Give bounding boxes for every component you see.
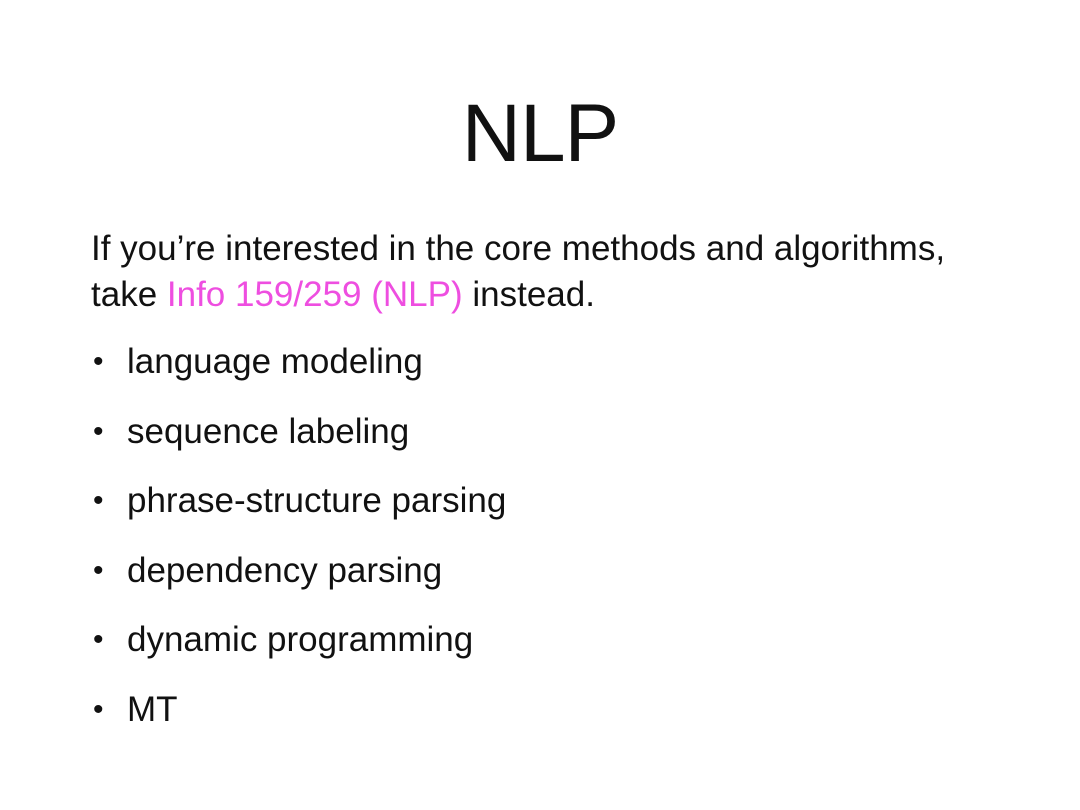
intro-paragraph xyxy=(91,226,1051,318)
bullet-icon: • xyxy=(93,484,104,517)
list-item xyxy=(91,337,506,407)
bullet-icon: • xyxy=(93,623,104,656)
intro-line-2-prefix: take xyxy=(91,275,167,314)
list-item-label: MT xyxy=(127,689,178,729)
course-link-highlight: Info 159/259 (NLP) xyxy=(166,275,463,314)
bullet-icon: • xyxy=(93,414,104,448)
bullet-icon: • xyxy=(93,553,104,587)
list-item xyxy=(91,685,506,755)
list-item xyxy=(91,476,506,546)
list-item xyxy=(91,615,506,685)
topic-list xyxy=(91,337,506,754)
list-item-label: dynamic programming xyxy=(127,620,474,659)
slide-title: NLP xyxy=(461,88,619,179)
intro-line-1: If you’re interested in the core methods and algorithms, xyxy=(91,229,946,268)
intro-line-2-suffix: instead. xyxy=(462,275,595,314)
list-item-label: sequence labeling xyxy=(127,411,410,451)
bullet-icon: • xyxy=(93,345,104,378)
list-item-label: dependency parsing xyxy=(127,550,443,590)
bullet-icon: • xyxy=(93,692,104,726)
list-item xyxy=(91,407,506,477)
list-item xyxy=(91,546,506,616)
list-item-label: language modeling xyxy=(127,342,423,381)
list-item-label: phrase-structure parsing xyxy=(127,481,507,520)
